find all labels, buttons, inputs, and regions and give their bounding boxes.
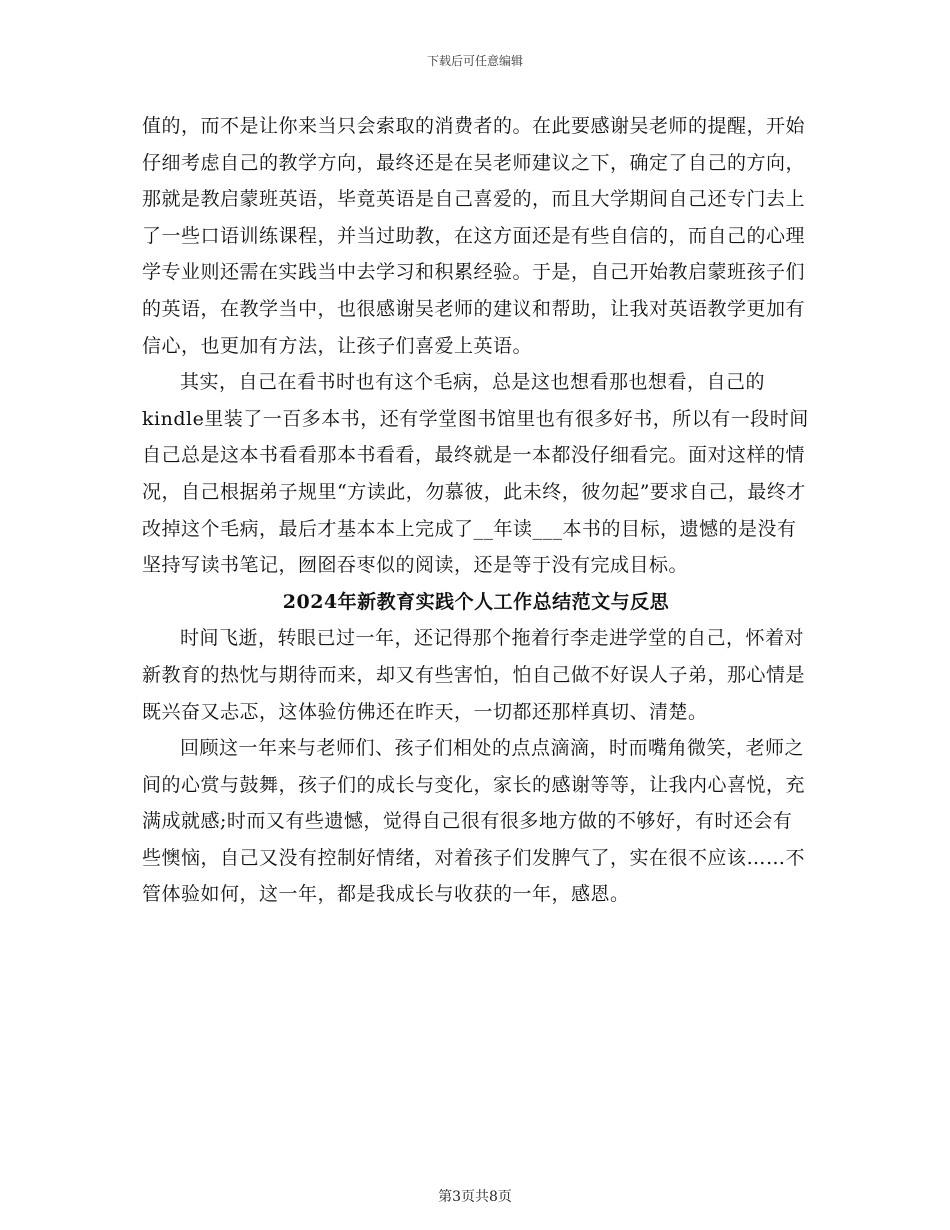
paragraph-review: 回顾这一年来与老师们、孩子们相处的点点滴滴，时而嘴角微笑，老师之间的心赏与鼓舞，孩子们的成长与变化，家长的感谢等等，让我内心喜悦，充满成就感;时而又有些遗憾，觉得自己很有很多地方做的不够好，有时还会有些懊恼，自己又没有控制好情绪，对着孩子们发脾气了，实在很不应该……不管体验如何，这一年，都是我成长与收获的一年，感恩。: [142, 737, 806, 906]
section-title: 2024年新教育实践个人工作总结范文与反思: [282, 590, 670, 613]
document-body: [142, 108, 810, 913]
page-footer: 第3页共8页: [438, 1189, 512, 1205]
paragraph-intro: 时间飞逝，转眼已过一年，还记得那个拖着行李走进学堂的自己，怀着对新教育的热忱与期待而来，却又有些害怕，怕自己做不好误人子弟，那心情是既兴奋又忐忑，这体验仿佛还在昨天，一切都还那样真切、清楚。: [142, 627, 806, 723]
page-header: 下载后可任意编辑: [426, 54, 523, 68]
paragraph-reading: 其实，自己在看书时也有这个毛病，总是这也想看那也想看，自己的kindle里装了一百多本书，还有学堂图书馆里也有很多好书，所以有一段时间自己总是这本书看看那本书看看，最终就是一本都没仔细看完。面对这样的情况，自己根据弟子规里“方读此，勿慕彼，此未终，彼勿起”要求自己，最终才改掉这个毛病，最后才基本本上完成了__年读___本书的目标，遗憾的是没有坚持写读书笔记，囫囵吞枣似的阅读，还是等于没有完成目标。: [142, 371, 809, 577]
paragraph-continued: 值的，而不是让你来当只会索取的消费者的。在此要感谢吴老师的提醒，开始仔细考虑自己的教学方向，最终还是在吴老师建议之下，确定了自己的方向，那就是教启蒙班英语，毕竟英语是自己喜爱的，而且大学期间自己还专门去上了一些口语训练课程，并当过助教，在这方面还是有些自信的，而自己的心理学专业则还需在实践当中去学习和积累经验。于是，自己开始教启蒙班孩子们的英语，在教学当中，也很感谢吴老师的建议和帮助，让我对英语教学更加有信心，也更加有方法，让孩子们喜爱上英语。: [142, 115, 806, 357]
